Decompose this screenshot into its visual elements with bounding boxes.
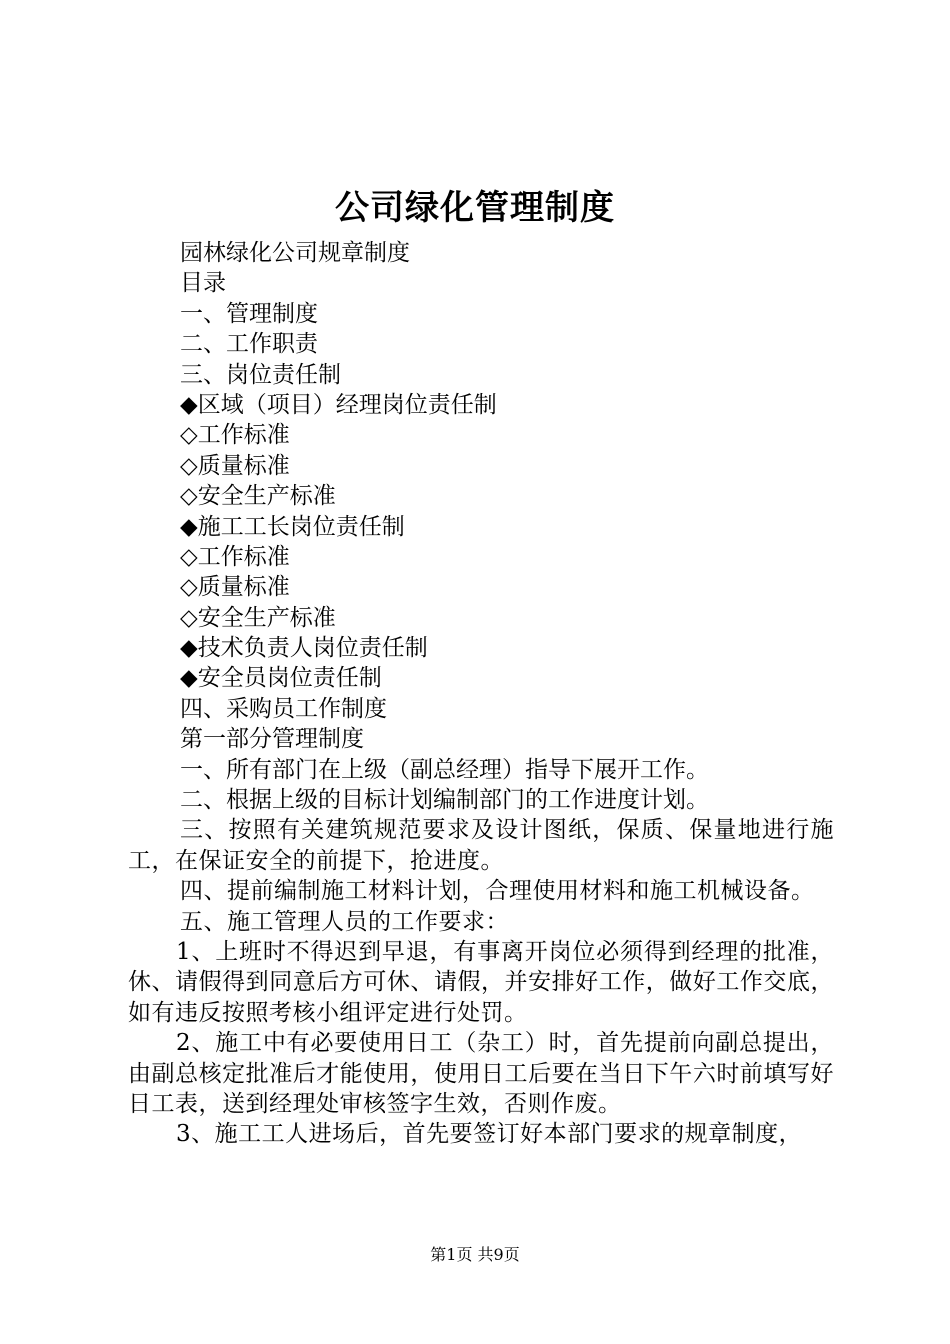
paragraph: 3、施工工人进场后，首先要签订好本部门要求的规章制度，: [176, 1121, 803, 1148]
toc-item: ◇质量标准: [180, 452, 290, 479]
toc-item: ◇安全生产标准: [180, 483, 336, 510]
text-line: 一、所有部门在上级（副总经理）指导下展开工作。: [180, 756, 709, 783]
paragraph: 四、提前编制施工材料计划，合理使用材料和施工机械设备。: [180, 878, 815, 905]
toc-item: 四、采购员工作制度: [180, 695, 387, 722]
page-footer: 第1页 共9页: [430, 1245, 520, 1264]
toc-item: ◆施工工长岗位责任制: [180, 513, 405, 540]
paragraph: 三、按照有关建筑规范要求及设计图纸，保质、保量地进行施工，在保证安全的前提下，抢进度。: [128, 817, 834, 874]
paragraph: 五、施工管理人员的工作要求：: [180, 908, 509, 935]
document-title: 公司绿化管理制度: [335, 188, 615, 228]
toc-item: 一、管理制度: [180, 300, 318, 327]
text-line: 二、根据上级的目标计划编制部门的工作进度计划。: [180, 787, 709, 814]
toc-item: 三、岗位责任制: [180, 361, 341, 388]
toc-item: 二、工作职责: [180, 331, 318, 358]
text-line: 园林绿化公司规章制度: [180, 240, 410, 266]
toc-item: ◇工作标准: [180, 543, 290, 570]
toc-item: ◇工作标准: [180, 422, 290, 449]
paragraph: 1、上班时不得迟到早退，有事离开岗位必须得到经理的批准，休、请假得到同意后方可休、请假，并安排好工作，做好工作交底，如有违反按照考核小组评定进行处罚。: [128, 939, 834, 1026]
document-body: [128, 238, 834, 1150]
text-line: 目录: [180, 270, 226, 297]
section-heading: 第一部分管理制度: [180, 726, 364, 753]
toc-item: ◆技术负责人岗位责任制: [180, 635, 428, 662]
toc-item: ◇安全生产标准: [180, 604, 336, 631]
toc-item: ◆安全员岗位责任制: [180, 665, 382, 692]
toc-item: ◆区域（项目）经理岗位责任制: [180, 391, 497, 418]
paragraph: 2、施工中有必要使用日工（杂工）时，首先提前向副总提出，由副总核定批准后才能使用，使用日工后要在当日下午六时前填写好日工表，送到经理处审核签字生效，否则作废。: [128, 1030, 834, 1118]
toc-item: ◇质量标准: [180, 574, 290, 601]
